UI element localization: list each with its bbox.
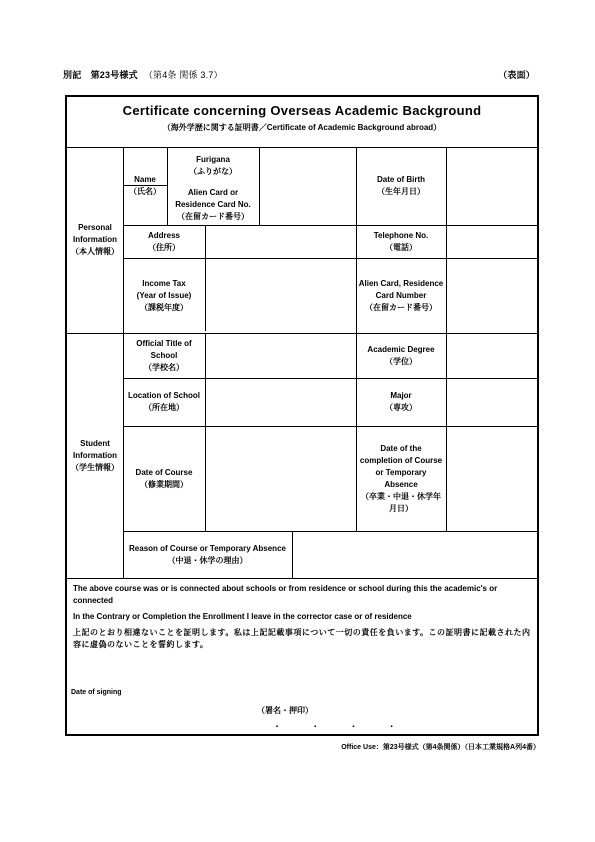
address-label: Address （住所） [147, 230, 180, 252]
page-side-label: （表面） [498, 70, 535, 80]
academic-degree-field[interactable] [446, 333, 537, 378]
reason-label: Reason of Course or Temporary Absence （中退・休学の理由） [129, 543, 286, 565]
alien-card-label: Alien Card or Residence Card No. （在留カード番号） [175, 188, 251, 221]
name-field[interactable] [259, 147, 356, 225]
form-reference-header [63, 68, 223, 81]
form-title: Certificate concerning Overseas Academic Background [122, 103, 482, 118]
telephone-label: Telephone No. （電話） [373, 230, 429, 252]
major-field[interactable] [446, 378, 537, 426]
personal-info-label: Personal Information （本人情報） [71, 223, 119, 256]
form-article-reference: （第4条 関係 3.7） [143, 70, 223, 80]
income-tax-label: Income Tax (Year of Issue) （課税年度） [136, 278, 192, 312]
date-of-signing-label: Date of signing [71, 689, 122, 696]
office-use-footer: Office Use：第23号様式（第4条関係）（日本工業規格A列4番） [341, 744, 540, 751]
alien-card-residence-label: Alien Card, Residence Card Number （在留カード番号） [358, 278, 444, 312]
name-label: Name （氏名） [129, 175, 161, 196]
furigana-label: Furigana （ふりがな） [189, 155, 237, 176]
date-dots: ・ ・ ・ ・ [273, 722, 410, 731]
official-title-field[interactable] [205, 333, 356, 378]
income-tax-field[interactable] [205, 258, 356, 333]
location-field[interactable] [205, 378, 356, 426]
grid-line [67, 578, 537, 579]
telephone-field[interactable] [446, 225, 537, 258]
official-title-label: Official Title of School （学校名） [136, 338, 192, 372]
date-of-birth-label: Date of Birth （生年月日） [377, 175, 425, 196]
certificate-form [65, 95, 539, 736]
reason-field[interactable] [292, 531, 537, 578]
note-1: The above course was or is connected about schools or from residence or school during this the academic's or connected [73, 584, 498, 605]
declaration-notes [73, 583, 533, 655]
note-3: 上記のとおり相違ないことを証明します。私は上記記載事項について一切の責任を負います。この証明書に記載された内容に虚偽のないことを誓約します。 [73, 628, 531, 649]
alien-card-residence-field[interactable] [446, 258, 537, 333]
date-of-course-label: Date of Course （修業期間） [135, 467, 193, 489]
student-info-label: Student Information （学生情報） [71, 438, 119, 472]
signature-label[interactable]: （署名・押印） [257, 706, 313, 715]
date-of-birth-field[interactable] [446, 147, 537, 225]
form-title-block [67, 97, 537, 148]
location-label: Location of School （所在地） [128, 391, 200, 412]
completion-date-field[interactable] [446, 426, 537, 531]
form-number: 別記 第23号様式 [63, 70, 138, 80]
address-field[interactable] [205, 225, 356, 258]
note-2: In the Contrary or Completion the Enrollment I leave in the corrector case or of residence [73, 612, 412, 621]
major-label: Major （専攻） [385, 391, 417, 412]
academic-degree-label: Academic Degree （学位） [367, 344, 435, 366]
completion-date-label: Date of the completion of Course or Temporary Absence （卒業・中退・休学年月日） [359, 443, 443, 513]
form-subtitle: （海外学歴に関する証明書／Certificate of Academic Background abroad） [162, 123, 442, 132]
date-of-course-field[interactable] [205, 426, 356, 531]
